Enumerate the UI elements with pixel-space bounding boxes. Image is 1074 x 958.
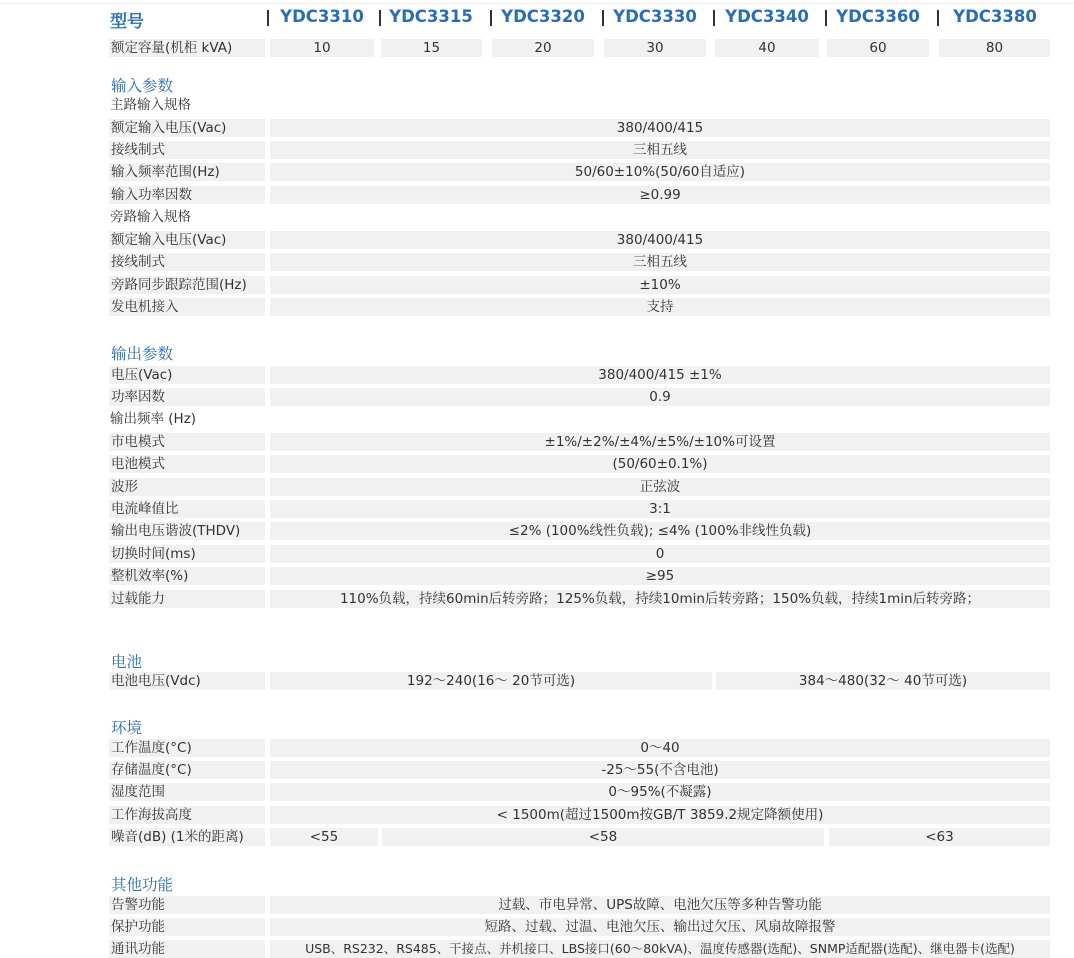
- spec-value: -25～55(不含电池): [270, 761, 1050, 779]
- noise-value: <55: [270, 828, 378, 846]
- spec-label: 电池电压(Vdc): [109, 672, 265, 690]
- model-separator: [937, 10, 939, 26]
- section-title-battery: 电池: [111, 653, 143, 671]
- spec-label: 电池模式: [109, 455, 265, 473]
- spec-label: 工作温度(°C): [109, 739, 265, 757]
- spec-label: 噪音(dB) (1米的距离): [109, 828, 265, 846]
- spec-label: 输入频率范围(Hz): [109, 163, 265, 181]
- spec-value: 三相五线: [270, 141, 1050, 159]
- spec-value: < 1500m(超过1500m按GB/T 3859.2规定降额使用): [270, 806, 1050, 824]
- spec-label: 存储温度(°C): [109, 761, 265, 779]
- spec-value: 384～480(32～ 40节可选): [716, 672, 1050, 690]
- model-name: YDC3330: [613, 7, 697, 26]
- capacity-cell: 15: [381, 39, 482, 57]
- spec-label: 输出电压谐波(THDV): [109, 522, 265, 540]
- spec-value: 110%负载，持续60min后转旁路；125%负载，持续10min后转旁路；150%负载，持续1min后转旁路；: [270, 590, 1050, 608]
- capacity-cell: 30: [604, 39, 706, 57]
- spec-value: ±1%/±2%/±4%/±5%/±10%可设置: [270, 433, 1050, 451]
- spec-value: 过载、市电异常、UPS故障、电池欠压等多种告警功能: [270, 896, 1050, 914]
- capacity-cell: 40: [715, 39, 819, 57]
- spec-value: 380/400/415: [270, 119, 1050, 137]
- spec-label: 旁路同步跟踪范围(Hz): [109, 276, 265, 294]
- model-name: YDC3380: [953, 7, 1037, 26]
- model-separator: [713, 10, 715, 26]
- spec-value: 380/400/415 ±1%: [270, 366, 1050, 384]
- spec-value: 192～240(16～ 20节可选): [270, 672, 712, 690]
- capacity-label: 额定容量(机柜 kVA): [109, 39, 265, 57]
- spec-label: 发电机接入: [109, 298, 265, 316]
- spec-value: (50/60±0.1%): [270, 455, 1050, 473]
- model-name: YDC3360: [836, 7, 920, 26]
- spec-label: 额定输入电压(Vac): [109, 231, 265, 249]
- spec-value: 短路、过载、过温、电池欠压、输出过欠压、风扇故障报警: [270, 918, 1050, 936]
- spec-label: 湿度范围: [109, 783, 265, 801]
- subsection-bypass-input: 旁路输入规格: [110, 209, 191, 225]
- spec-value: 0～40: [270, 739, 1050, 757]
- model-separator: [490, 10, 492, 26]
- capacity-cell: 10: [270, 39, 374, 57]
- capacity-cell: 80: [939, 39, 1050, 57]
- capacity-cell: 20: [492, 39, 594, 57]
- model-name: YDC3320: [501, 7, 585, 26]
- spec-label: 过载能力: [109, 590, 265, 608]
- spec-label: 功率因数: [109, 388, 265, 406]
- spec-value: 0～95%(不凝露): [270, 783, 1050, 801]
- spec-label: 告警功能: [109, 896, 265, 914]
- spec-label: 额定输入电压(Vac): [109, 119, 265, 137]
- spec-label: 电压(Vac): [109, 366, 265, 384]
- spec-label: 波形: [109, 478, 265, 496]
- model-separator: [379, 10, 381, 26]
- model-header-label: 型号: [110, 12, 144, 32]
- spec-label: 切换时间(ms): [109, 545, 265, 563]
- spec-value: 3:1: [270, 500, 1050, 518]
- spec-label: 电流峰值比: [109, 500, 265, 518]
- capacity-cell: 60: [827, 39, 929, 57]
- noise-value: <58: [382, 828, 824, 846]
- section-title-input: 输入参数: [111, 77, 174, 95]
- section-title-other: 其他功能: [111, 876, 174, 894]
- spec-label: 输入功率因数: [109, 186, 265, 204]
- subsection-main-input: 主路输入规格: [110, 97, 191, 113]
- section-title-environment: 环境: [111, 719, 143, 737]
- spec-label: 保护功能: [109, 918, 265, 936]
- spec-value: 50/60±10%(50/60自适应): [270, 163, 1050, 181]
- model-separator: [267, 10, 269, 26]
- spec-value: 正弦波: [270, 478, 1050, 496]
- spec-value: ±10%: [270, 276, 1050, 294]
- noise-value: <63: [829, 828, 1050, 846]
- subsection-output-frequency: 输出频率 (Hz): [110, 411, 197, 427]
- model-separator: [602, 10, 604, 26]
- section-title-output: 输出参数: [111, 345, 174, 363]
- spec-value: 0: [270, 545, 1050, 563]
- spec-value: ≤2% (100%线性负载); ≤4% (100%非线性负载): [270, 522, 1050, 540]
- spec-value: 0.9: [270, 388, 1050, 406]
- model-name: YDC3310: [280, 7, 364, 26]
- spec-value: 三相五线: [270, 253, 1050, 271]
- spec-label: 整机效率(%): [109, 567, 265, 585]
- spec-value: 380/400/415: [270, 231, 1050, 249]
- spec-label: 市电模式: [109, 433, 265, 451]
- model-separator: [825, 10, 827, 26]
- model-name: YDC3315: [389, 7, 473, 26]
- top-divider: [0, 3, 1074, 4]
- spec-label: 接线制式: [109, 253, 265, 271]
- spec-label: 通讯功能: [109, 940, 265, 958]
- spec-label: 工作海拔高度: [109, 806, 265, 824]
- spec-label: 接线制式: [109, 141, 265, 159]
- spec-value: USB、RS232、RS485、干接点、并机接口、LBS接口(60～80kVA)、温度传感器(选配)、SNMP适配器(选配)、继电器卡(选配): [270, 940, 1050, 958]
- spec-value: ≥0.99: [270, 186, 1050, 204]
- spec-value: 支持: [270, 298, 1050, 316]
- model-name: YDC3340: [725, 7, 809, 26]
- spec-value: ≥95: [270, 567, 1050, 585]
